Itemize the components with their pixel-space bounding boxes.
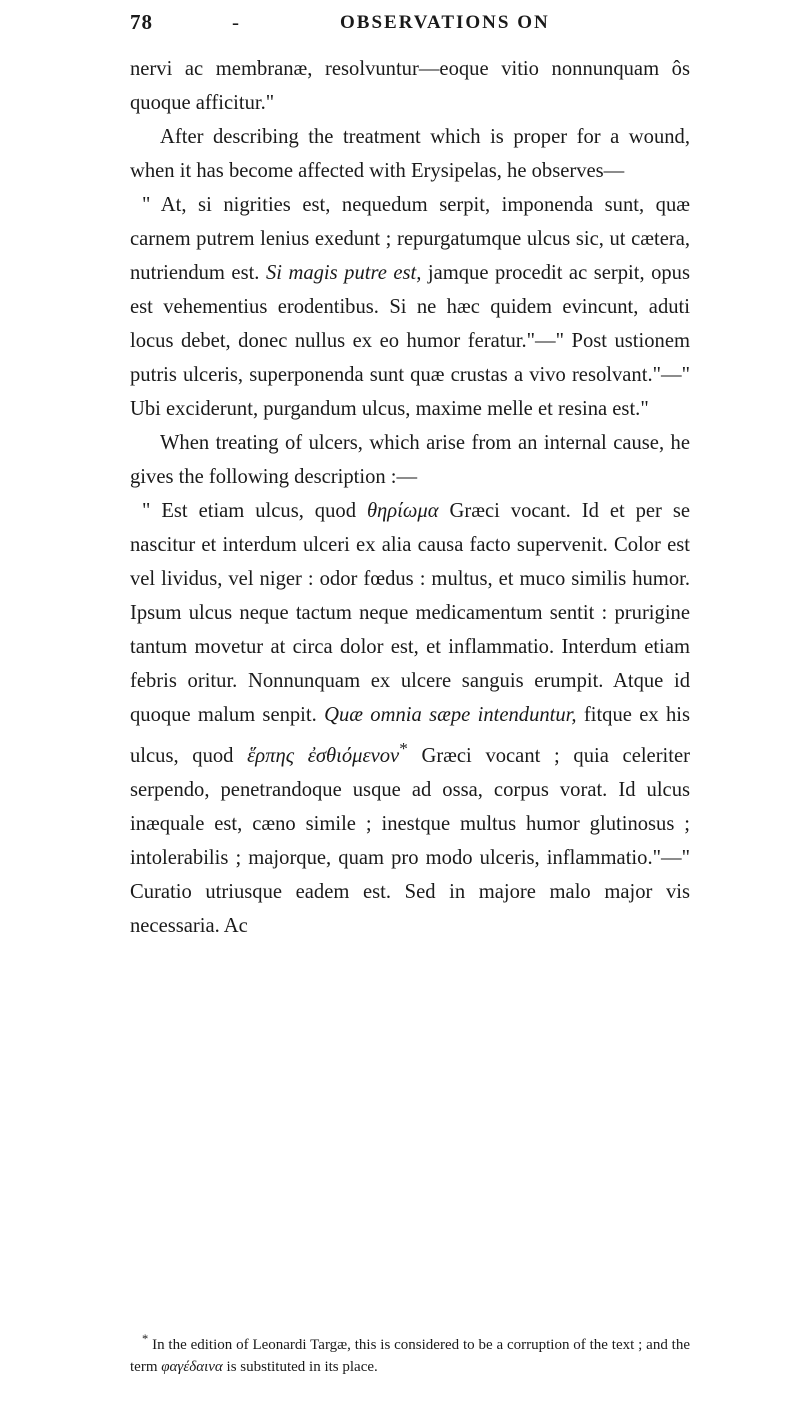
paragraph-1-text: nervi ac membranæ, resolvuntur—eoque vitio nonnunquam ôs quoque afficitur." [130,58,690,114]
paragraph-ulcers-intro [130,426,690,494]
paragraph-3-text-b: jamque procedit ac serpit, opus est vehementius erodentibus. Si ne hæc quidem evincunt, aduti locus debet, donec nullus ex eo humor feratur."—" Post ustionem putris ulceris, superponenda sunt quæ crustas a vivo resolvant."—" Ubi exciderunt, purgandum ulcus, maxime melle et resina est." [130,262,690,420]
running-head [130,10,690,42]
footnote-paragraph [130,1328,690,1378]
paragraph-5-text-b: Græci vocant. Id et per se nascitur et interdum ulceri ex alia causa facto supervenit. Color est vel lividus, vel niger : odor fœdus : multus, et muco similis humor. Ipsum ulcus neque tactum neque medicamentum sentit : prurigine tantum movetur at circa dolor est, et inflammatio. Interdum etiam febris oritur. Nonnunquam ex ulcere sanguis erumpit. Atque id quoque malum senpit. [130,500,691,726]
greek-term-herpes: ἕρπης ἐσθιόμενον [247,744,400,767]
page-number: 78 [130,10,153,34]
paragraph-3-italic: Si magis putre est, [265,262,422,284]
paragraph-erysipelas-quote [130,188,690,426]
paragraph-2-text: After describing the treatment which is proper for a wound, when it has become affected with Erysipelas, he observes— [130,126,690,182]
paragraph-5-text-c: fitque ex his ulcus, quod [130,704,690,767]
running-head-title: OBSERVATIONS ON [340,12,550,33]
greek-term-phagedaina: φαγέδαινα [161,1359,223,1375]
footnote-reference-mark: * [399,739,408,758]
paragraph-erysipelas-intro [130,120,690,188]
paragraph-5-text-a: " Est etiam ulcus, quod [142,500,367,522]
paragraph-3-text-a: " At, si nigrities est, nequedum serpit, imponenda sunt, quæ carnem putrem lenius exedunt ; repurgatumque ulcus sic, ut cætera, nutriendum est. [130,194,690,284]
paragraph-continuation [130,52,690,120]
paragraph-ulcers-quote [130,494,690,943]
footnote-text-a: In the edition of Leonardi Targæ, this is considered to be a corruption of the text ; and the term [130,1337,690,1375]
footnote [130,1328,690,1378]
footnote-text-b: is substituted in its place. [222,1359,378,1375]
body-text [130,52,690,943]
greek-term-therioma: θηρίωμα [366,500,439,522]
paragraph-5-italic: Quæ omnia sæpe intenduntur, [324,704,577,726]
paragraph-5-text-d: Græci vocant ; quia celeriter serpendo, penetrandoque usque ad ossa, corpus vorat. Id ulcus inæquale est, cæno simile ; inestque multus humor glutinosus ; intolerabilis ; majorque, quam pro modo ulceris, inflammatio."—" Curatio utriusque eadem est. Sed in majore malo major vis necessaria. Ac [130,744,690,937]
footnote-mark: * [142,1332,149,1346]
running-head-dash: - [232,10,239,34]
paragraph-4-text: When treating of ulcers, which arise from an internal cause, he gives the following description :— [130,432,690,488]
